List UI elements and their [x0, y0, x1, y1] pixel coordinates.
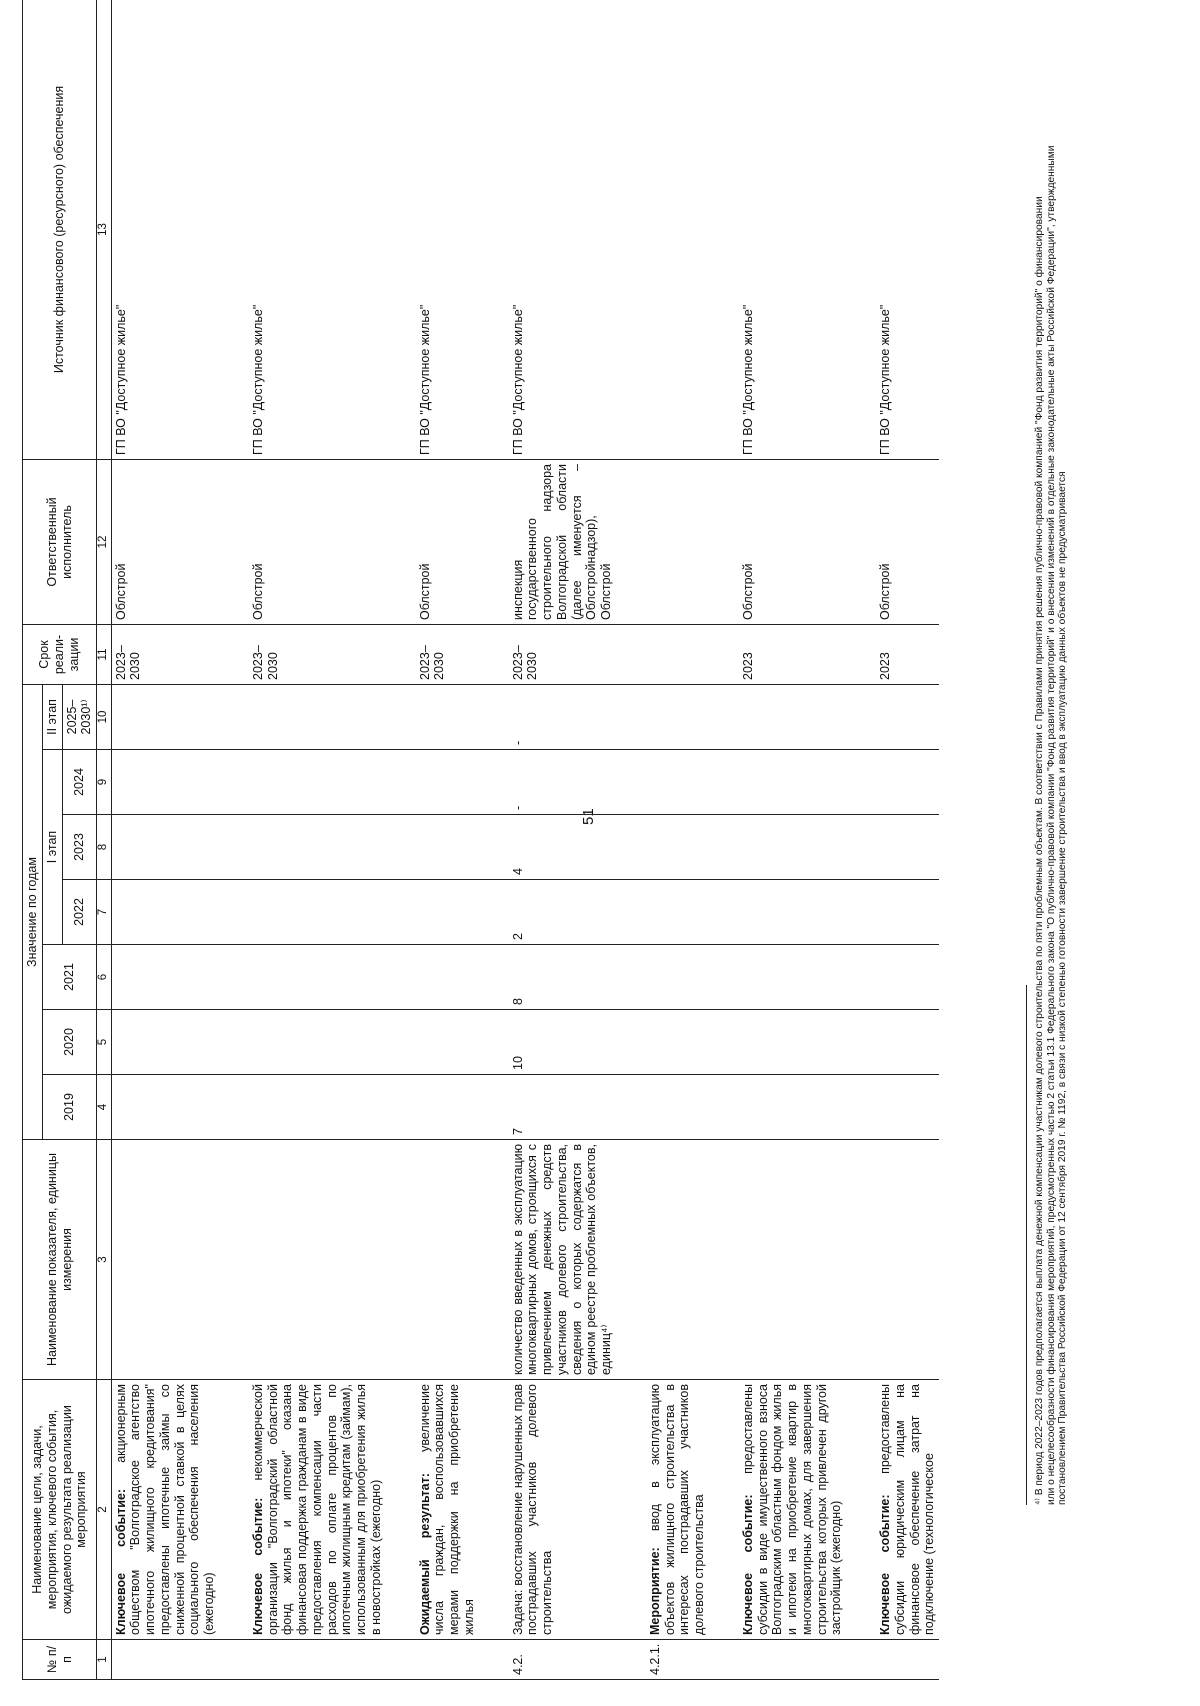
- row-term: [646, 624, 709, 684]
- header-2024: 2024: [62, 750, 97, 815]
- value-2025-2030: [249, 684, 386, 749]
- value-2019: [739, 1075, 846, 1140]
- value-2025-2030: -: [509, 684, 616, 749]
- column-numbers-row: [97, 0, 112, 1680]
- column-number: 4: [97, 1075, 112, 1140]
- value-2022: [876, 880, 939, 945]
- row-term: 2023–2030: [111, 624, 219, 684]
- value-2025-2030: [111, 684, 219, 749]
- value-2020: [739, 1010, 846, 1075]
- value-2020: [111, 1010, 219, 1075]
- value-2020: [646, 1010, 709, 1075]
- row-source: ГП ВО "Доступное жилье": [739, 0, 846, 459]
- header-stage-1: I этап: [42, 750, 62, 945]
- row-indicator: [646, 1140, 709, 1380]
- value-2021: [111, 945, 219, 1010]
- row-indicator: количество введенных в эксплуатацию многоквартирных домов, строящихся с привлечением денежных средств участников долевого строительства, сведения о которых содержатся в едином реестре проблемных объектов, единиц⁴⁾: [509, 1140, 616, 1380]
- footnote-line: постановлением Правительства Российской Федерации от 12 сентября 2019 г. № 1192, в связи с низкой степенью готовности завершение строительства и ввод в эксплуатацию данных объектов не предусматривается: [1057, 471, 1069, 1505]
- table-row: [739, 0, 846, 1680]
- row-number: 4.2.1.: [646, 1640, 709, 1680]
- program-table: [22, 0, 939, 1680]
- row-title: [111, 1380, 219, 1640]
- row-term: 2023–2030: [249, 624, 386, 684]
- header-num: № п/п: [23, 1640, 97, 1680]
- row-title-label: Ключевое событие:: [740, 1494, 755, 1635]
- row-title-text: предоставлены субсидии юридическим лицам на финансовое обеспечение затрат на подключение (технологическое: [878, 1383, 937, 1635]
- header-2020: 2020: [42, 1010, 96, 1075]
- column-number: 7: [97, 880, 112, 945]
- row-title-label: Ключевое событие:: [878, 1494, 893, 1635]
- row-indicator: [416, 1140, 479, 1380]
- value-2024: -: [509, 750, 616, 815]
- footnote: [1034, 65, 1069, 1505]
- value-2023: [739, 815, 846, 880]
- row-title-text: некоммерческой организации "Волгоградский областной фонд жилья и ипотеки" оказана финансовая поддержка гражданам в виде предоставления компенсации части расходов по оплате процентов по ипотечным жилищным кредитам (займам), использованным для приобретения жилья в новостройках (ежегодно): [250, 1384, 383, 1635]
- column-number: 5: [97, 1010, 112, 1075]
- column-number: 11: [97, 624, 112, 684]
- row-title-label: Ключевое событие:: [113, 1488, 128, 1635]
- value-2023: [876, 815, 939, 880]
- footnote-line: или о нецелесообразности финансирования мероприятий, предусмотренных частью 2 статьи 13.1 Федерального закона "О публично-правовой компании "Фонд развития территорий" и о внесении изменений в отдельные законодательные акты Российской Федерации", утвержденными: [1045, 145, 1057, 1505]
- value-2024: [739, 750, 846, 815]
- value-2019: [111, 1075, 219, 1140]
- row-title: [416, 1380, 479, 1640]
- row-number: [416, 1640, 479, 1680]
- row-title-text: Задача: восстановление нарушенных прав пострадавших участников долевого строительства: [510, 1384, 555, 1635]
- row-spacer: [386, 0, 416, 1680]
- row-title-text: акционерным обществом "Волгоградское агентство ипотечного жилищного кредитования" предоставлены ипотечные займы со сниженной процентной ставкой в целях социального обеспечения населения (ежегодно): [113, 1384, 217, 1635]
- column-number: 8: [97, 815, 112, 880]
- column-number: 2: [97, 1380, 112, 1640]
- row-number: [111, 1640, 219, 1680]
- value-2020: [876, 1010, 939, 1075]
- value-2025-2030: [646, 684, 709, 749]
- row-title: [249, 1380, 386, 1640]
- value-2024: [416, 750, 479, 815]
- table-row: [416, 0, 479, 1680]
- row-source: ГП ВО "Доступное жилье": [416, 0, 479, 459]
- value-2022: [249, 880, 386, 945]
- header-2023: 2023: [62, 815, 97, 880]
- header-values-by-year: Значение по годам: [23, 684, 43, 1139]
- column-number: 1: [97, 1640, 112, 1680]
- column-number: 10: [97, 684, 112, 749]
- row-spacer: [709, 0, 739, 1680]
- header-indicator: Наименование показателя, единицы измерения: [23, 1140, 97, 1380]
- row-spacer: [219, 0, 249, 1680]
- value-2021: [876, 945, 939, 1010]
- value-2019: [646, 1075, 709, 1140]
- row-title-text: предоставлены субсидии в виде имущественного взноса Волгоградским областным фондом жилья и ипотеки на приобретение квартир в многоквартирных домах, для завершения строительства которых привлечен другой застройщик (ежегодно): [740, 1383, 844, 1635]
- row-indicator: [111, 1140, 219, 1380]
- value-2022: [646, 880, 709, 945]
- column-number: 3: [97, 1140, 112, 1380]
- table-row: [249, 0, 386, 1680]
- column-number: 13: [97, 0, 112, 459]
- row-spacer: [479, 0, 509, 1680]
- value-2024: [646, 750, 709, 815]
- value-2022: [111, 880, 219, 945]
- rotated-page-content: [22, 60, 1127, 1680]
- value-2020: [416, 1010, 479, 1075]
- header-2019: 2019: [42, 1075, 96, 1140]
- table-row: [111, 0, 219, 1680]
- value-2019: [876, 1075, 939, 1140]
- row-term: 2023: [739, 624, 846, 684]
- value-2022: [416, 880, 479, 945]
- header-2025-2030: 2025–2030¹⁾: [62, 684, 97, 749]
- table-row: [509, 0, 616, 1680]
- row-title: [739, 1380, 846, 1640]
- row-source: ГП ВО "Доступное жилье": [876, 0, 939, 459]
- row-source: [646, 0, 709, 459]
- value-2024: [111, 750, 219, 815]
- row-title-label: Мероприятие:: [647, 1547, 662, 1635]
- value-2019: 7: [509, 1075, 616, 1140]
- row-term: 2023: [876, 624, 939, 684]
- row-source: ГП ВО "Доступное жилье": [249, 0, 386, 459]
- row-executor: [646, 459, 709, 624]
- header-term: Срок реали-зации: [23, 624, 97, 684]
- column-number: 12: [97, 459, 112, 624]
- row-indicator: [739, 1140, 846, 1380]
- table-row: [646, 0, 709, 1680]
- value-2021: [249, 945, 386, 1010]
- value-2019: [416, 1075, 479, 1140]
- value-2024: [249, 750, 386, 815]
- value-2023: [416, 815, 479, 880]
- row-executor: Облстрой: [249, 459, 386, 624]
- value-2025-2030: [416, 684, 479, 749]
- value-2024: [876, 750, 939, 815]
- footnote-line: ⁴⁾ В период 2022–2023 годов предполагается выплата денежной компенсации участникам долевого строительства по пяти проблемным объектам. В соответствии с Правилами принятия решения публично-правовой компанией "Фонд развития территорий" о финансировании: [1034, 196, 1045, 1505]
- row-title-text: увеличение числа граждан, воспользовавшихся мерами поддержки на приобретение жилья: [417, 1384, 476, 1635]
- row-number: [249, 1640, 386, 1680]
- value-2025-2030: [739, 684, 846, 749]
- row-executor: Облстрой: [739, 459, 846, 624]
- header-stage-2: II этап: [42, 684, 62, 749]
- value-2020: 10: [509, 1010, 616, 1075]
- row-term: 2023–2030: [509, 624, 616, 684]
- value-2021: 8: [509, 945, 616, 1010]
- row-source: ГП ВО "Доступное жилье": [509, 0, 616, 459]
- header-2022: 2022: [62, 880, 97, 945]
- value-2022: [739, 880, 846, 945]
- row-number: 4.2.: [509, 1640, 616, 1680]
- value-2021: [739, 945, 846, 1010]
- value-2021: [416, 945, 479, 1010]
- row-number: [876, 1640, 939, 1680]
- row-source: ГП ВО "Доступное жилье": [111, 0, 219, 459]
- row-title: [646, 1380, 709, 1640]
- header-executor: Ответственный исполнитель: [23, 459, 97, 624]
- row-title-text: ввод в эксплуатацию объектов жилищного строительства в интересах пострадавших участников долевого строительства: [647, 1384, 707, 1635]
- table-row: [876, 0, 939, 1680]
- row-title-label: Ключевое событие:: [250, 1497, 265, 1635]
- row-title-label: Ожидаемый результат:: [417, 1473, 432, 1635]
- value-2021: [646, 945, 709, 1010]
- page-number: 51: [580, 808, 597, 825]
- row-term: 2023–2030: [416, 624, 479, 684]
- row-title: [876, 1380, 939, 1640]
- row-number: [739, 1640, 846, 1680]
- value-2025-2030: [876, 684, 939, 749]
- row-title: [509, 1380, 616, 1640]
- value-2019: [249, 1075, 386, 1140]
- value-2022: 2: [509, 880, 616, 945]
- row-indicator: [876, 1140, 939, 1380]
- row-spacer: [846, 0, 876, 1680]
- row-executor: инспекция государственного строительного надзора Волгоградской области (далее именуется – Облстройнадзор), Облстрой: [509, 459, 616, 624]
- row-indicator: [249, 1140, 386, 1380]
- row-executor: Облстрой: [876, 459, 939, 624]
- row-executor: Облстрой: [111, 459, 219, 624]
- value-2023: [111, 815, 219, 880]
- row-spacer: [616, 0, 646, 1680]
- column-number: 6: [97, 945, 112, 1010]
- value-2020: [249, 1010, 386, 1075]
- footnote-separator: [1026, 985, 1027, 1505]
- value-2023: [249, 815, 386, 880]
- header-name: Наименование цели, задачи, мероприятия, ключевого события, ожидаемого результата реализации мероприятия: [23, 1380, 97, 1640]
- header-2021: 2021: [42, 945, 96, 1010]
- value-2023: 4: [509, 815, 616, 880]
- column-number: 9: [97, 750, 112, 815]
- value-2023: [646, 815, 709, 880]
- row-executor: Облстрой: [416, 459, 479, 624]
- header-source: Источник финансового (ресурсного) обеспечения: [23, 0, 97, 459]
